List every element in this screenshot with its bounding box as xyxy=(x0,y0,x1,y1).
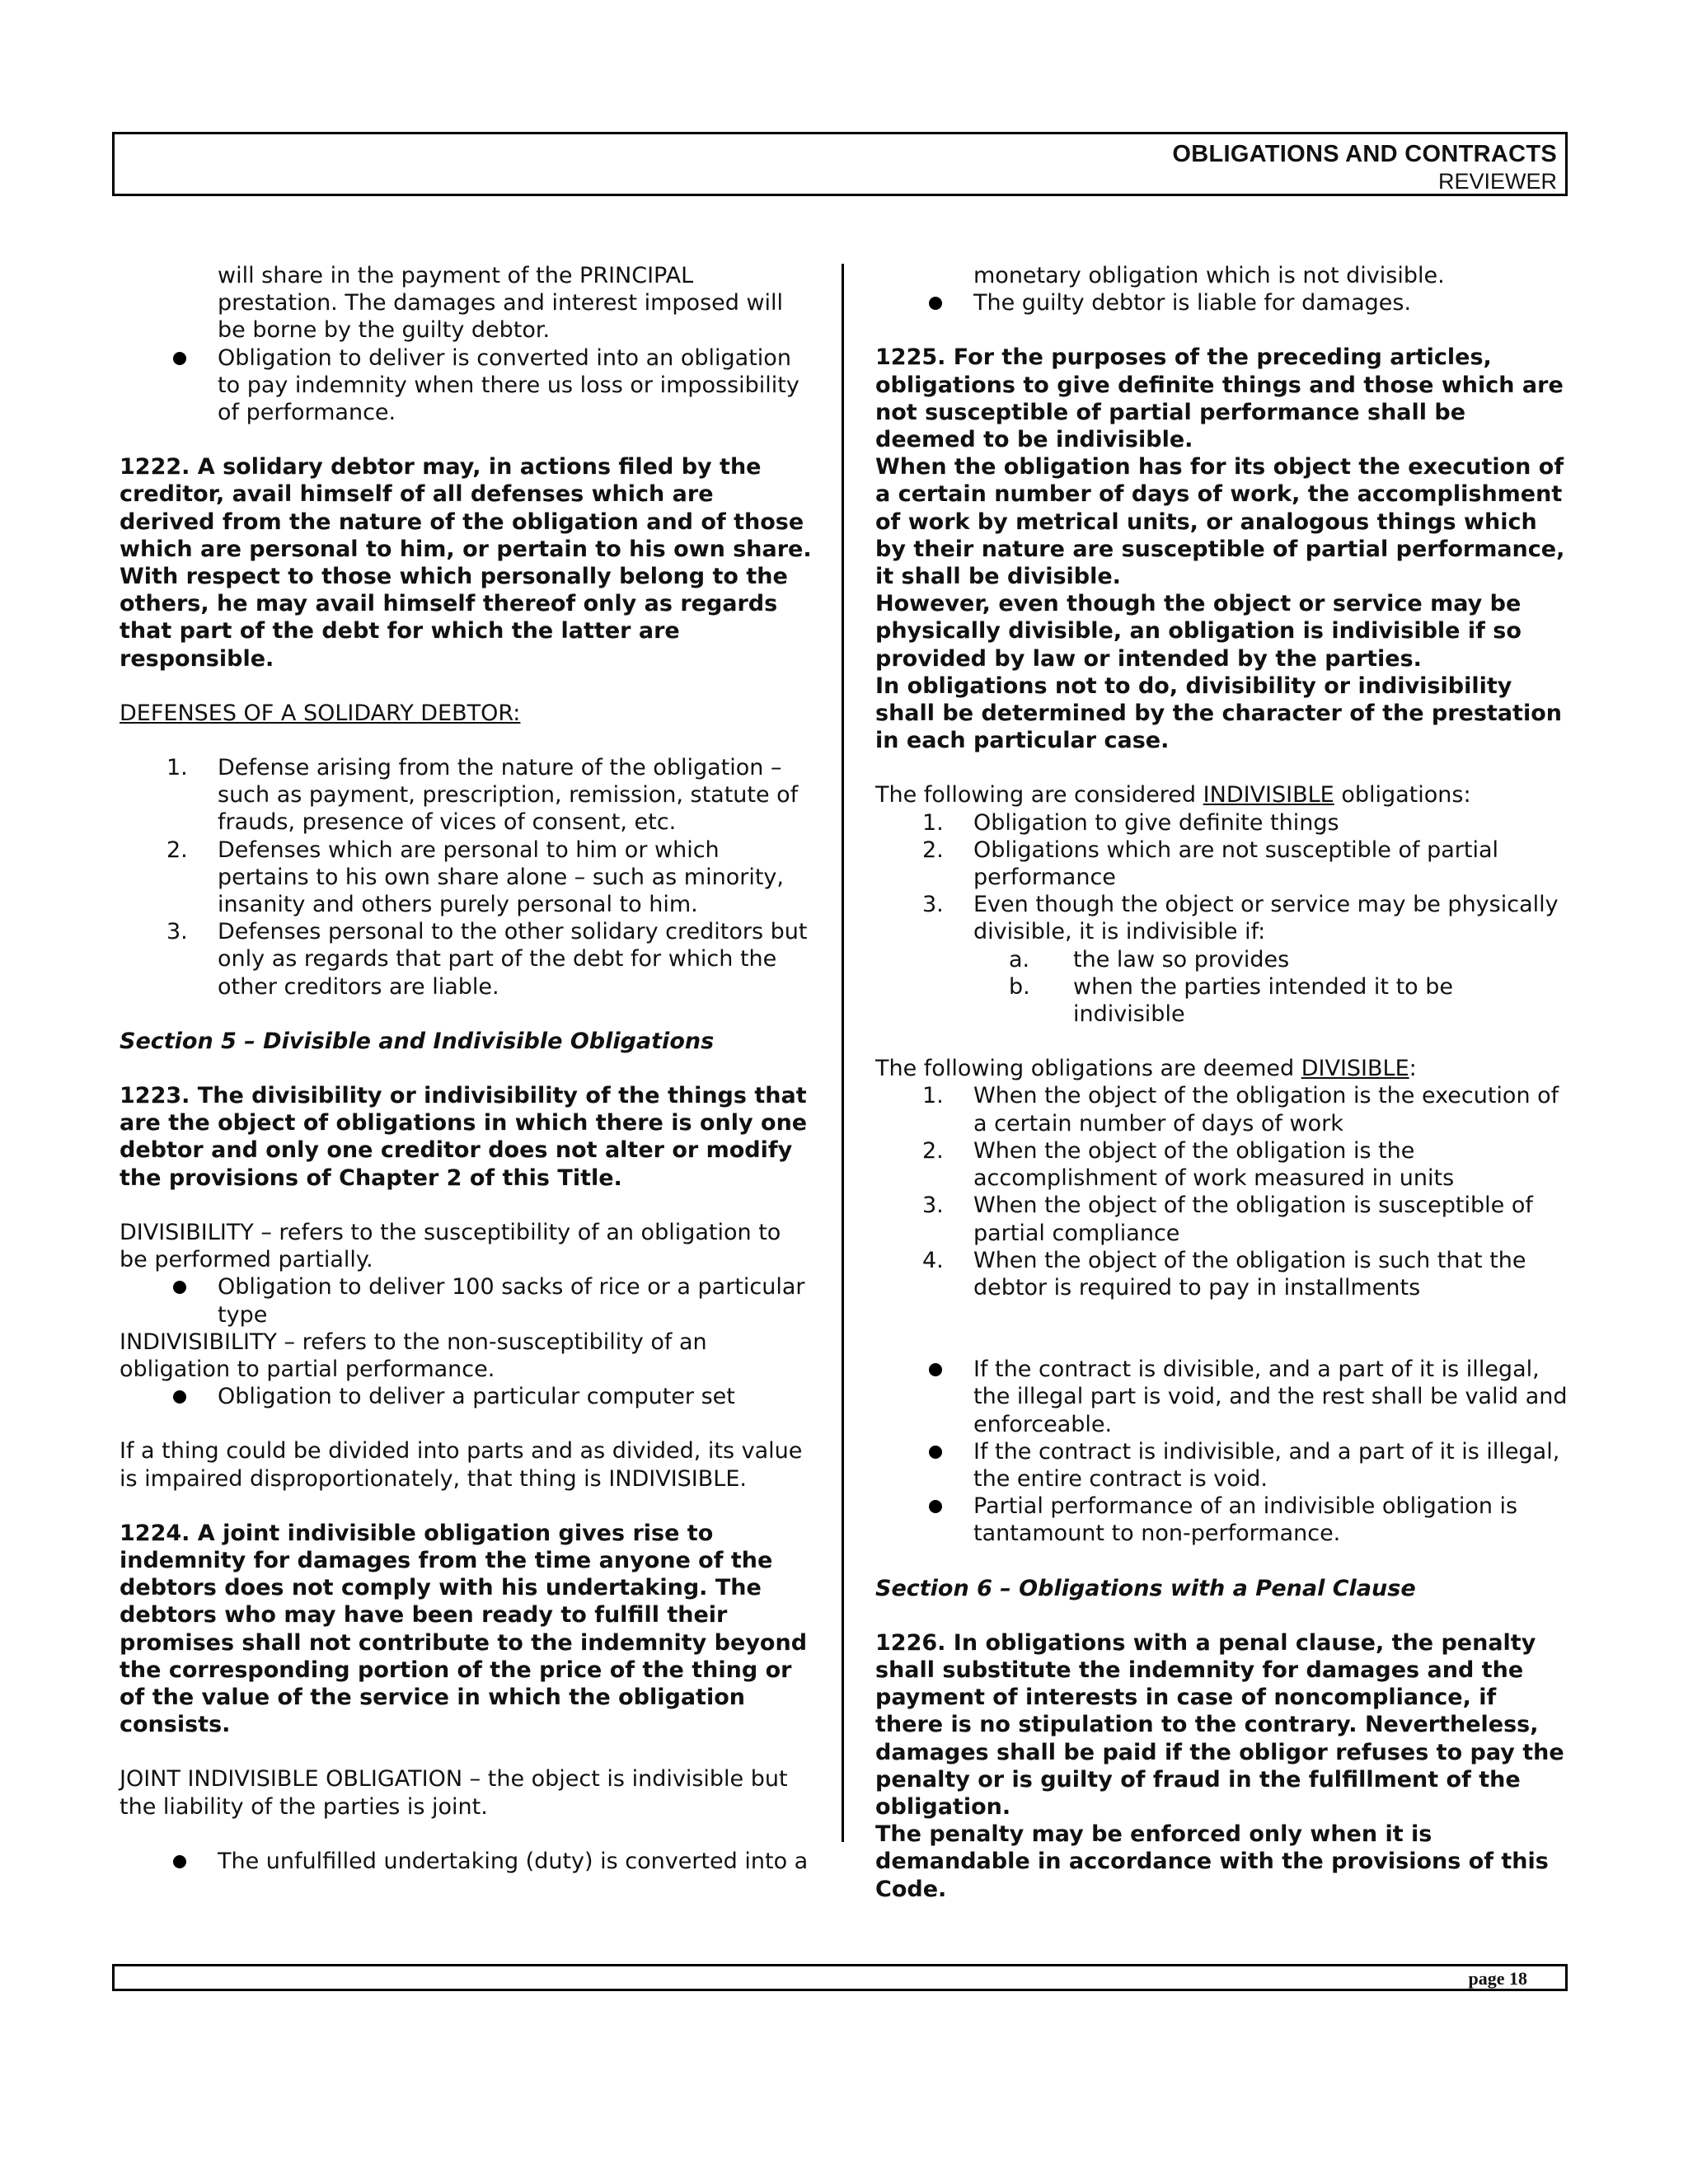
item-number: 3. xyxy=(922,1193,944,1219)
numbered-item xyxy=(875,809,1569,837)
article-1223: 1223. The divisibility or indivisibility of the things that are the object of obligations in which there is only one debtor and only one creditor does not alter or modify the provisions of Chapter 2 of this Title. xyxy=(120,1083,808,1191)
column-divider xyxy=(842,264,844,1842)
bullet-item xyxy=(875,1356,1569,1438)
bullet-text: Partial performance of an indivisible obligation is tantamount to non-performance. xyxy=(973,1493,1518,1547)
bullet-item xyxy=(120,1273,814,1328)
indivisible-thing-text: If a thing could be divided into parts and as divided, its value is impaired disproportionately, that thing is INDIVISIBLE. xyxy=(120,1438,803,1492)
item-text: Even though the object or service may be physically divisible, it is indivisible if: xyxy=(973,892,1559,945)
defenses-heading: DEFENSES OF A SOLIDARY DEBTOR: xyxy=(120,700,521,726)
bullet-icon xyxy=(929,297,942,310)
indivisibility-definition: INDIVISIBILITY – refers to the non-susceptibility of an obligation to partial performance. xyxy=(120,1329,707,1382)
numbered-item xyxy=(875,891,1569,945)
item-letter: a. xyxy=(1009,946,1030,972)
section-5-heading: Section 5 – Divisible and Indivisible Obligations xyxy=(120,1028,715,1054)
page-footer xyxy=(112,1964,1568,1991)
bullet-text: The guilty debtor is liable for damages. xyxy=(973,290,1412,316)
item-text: When the object of the obligation is the accomplishment of work measured in units xyxy=(973,1137,1455,1192)
numbered-item xyxy=(875,1192,1569,1246)
item-text: Obligation to give definite things xyxy=(973,809,1339,836)
item-text: When the object of the obligation is such that the debtor is required to pay in installments xyxy=(973,1247,1526,1301)
numbered-item xyxy=(120,837,814,919)
intro-text: The following obligations are deemed xyxy=(875,1056,1301,1082)
bullet-item xyxy=(875,1438,1569,1493)
numbered-item xyxy=(120,754,814,837)
bullet-icon xyxy=(929,1446,942,1459)
joint-indivisible-definition: JOINT INDIVISIBLE OBLIGATION – the object is indivisible but the liability of the parties is joint. xyxy=(120,1766,788,1820)
intro-text: The following are considered xyxy=(875,782,1203,808)
bullet-item xyxy=(120,1383,814,1410)
article-1225-p3: However, even though the object or service may be physically divisible, an obligation is indivisible if so provided by law or intended by the parties. xyxy=(875,591,1522,672)
intro-text: obligations: xyxy=(1334,782,1471,808)
bullet-item xyxy=(875,289,1569,316)
bullet-item xyxy=(875,1493,1569,1547)
left-column xyxy=(120,262,814,1875)
bullet-icon xyxy=(173,1855,186,1868)
item-text: Defenses personal to the other solidary creditors but only as regards that part of the debt for which the other creditors are liable. xyxy=(218,919,808,1000)
lettered-item xyxy=(875,973,1569,1028)
divisible-intro xyxy=(875,1055,1569,1082)
right-column xyxy=(875,262,1569,1903)
bullet-text: Obligation to deliver a particular computer set xyxy=(218,1384,735,1410)
bullet-text: Obligation to deliver is converted into an obligation to pay indemnity when there us loss or impossibility of performance. xyxy=(218,344,799,426)
header-subtitle: REVIEWER xyxy=(1437,169,1557,194)
continued-text: will share in the payment of the PRINCIPAL prestation. The damages and interest imposed will be borne by the guilty debtor. xyxy=(218,263,784,344)
bullet-text: If the contract is indivisible, and a part of it is illegal, the entire contract is void. xyxy=(973,1438,1560,1492)
item-text: When the object of the obligation is the execution of a certain number of days of work xyxy=(973,1083,1559,1137)
bullet-icon xyxy=(173,1390,186,1404)
lettered-item xyxy=(875,946,1569,973)
item-number: 1. xyxy=(922,1083,944,1109)
article-1226-p1: 1226. In obligations with a penal clause, the penalty shall substitute the indemnity for damages and the payment of interests in case of noncompliance, if there is no stipulation to the contrary. Nevertheless, damages shall be paid if the obligor refuses to pay the penalty or is guilty of fraud in the fulfillment of the obligation. xyxy=(875,1629,1564,1820)
article-1225-p4: In obligations not to do, divisibility or indivisibility shall be determined by the character of the prestation in each particular case. xyxy=(875,673,1562,754)
numbered-item xyxy=(875,1247,1569,1301)
item-number: 3. xyxy=(922,892,944,918)
page-header xyxy=(112,132,1568,196)
article-1224: 1224. A joint indivisible obligation gives rise to indemnity for damages from the time anyone of the debtors does not comply with his undertaking. The debtors who may have been ready to fulfill their promises shall not contribute to the indemnity beyond the corresponding portion of the price of the thing or of the value of the service in which the obligation consists. xyxy=(120,1520,808,1738)
numbered-item xyxy=(875,1137,1569,1192)
item-number: 1. xyxy=(166,755,188,781)
bullet-icon xyxy=(173,1281,186,1294)
item-letter: b. xyxy=(1009,973,1030,1000)
bullet-text: Obligation to deliver 100 sacks of rice or a particular type xyxy=(218,1274,805,1328)
article-1225-p2: When the obligation has for its object the execution of a certain number of days of work, the accomplishment of work by metrical units, or analogous things which by their nature are susceptible of partial performance, it shall be divisible. xyxy=(875,454,1565,590)
article-1225-p1: 1225. For the purposes of the preceding articles, obligations to give definite things and those which are not susceptible of partial performance shall be deemed to be indivisible. xyxy=(875,344,1564,453)
item-text: the law so provides xyxy=(1073,946,1290,972)
bullet-icon xyxy=(173,352,186,365)
header-title: OBLIGATIONS AND CONTRACTS xyxy=(1172,141,1557,167)
item-text: When the object of the obligation is susceptible of partial compliance xyxy=(973,1193,1533,1246)
item-text: when the parties intended it to be indivisible xyxy=(1073,973,1454,1028)
item-number: 2. xyxy=(922,837,944,863)
article-1222: 1222. A solidary debtor may, in actions filed by the creditor, avail himself of all defenses which are derived from the nature of the obligation and of those which are personal to him, or pertain to his own share. With respect to those which personally belong to the others, he may avail himself thereof only as regards that part of the debt for which the latter are responsible. xyxy=(120,454,812,672)
item-number: 1. xyxy=(922,809,944,836)
bullet-text: The unfulfilled undertaking (duty) is converted into a xyxy=(218,1848,809,1874)
item-text: Defenses which are personal to him or which pertains to his own share alone – such as minority, insanity and others purely personal to him. xyxy=(218,837,784,918)
numbered-item xyxy=(875,1082,1569,1137)
indivisible-intro xyxy=(875,781,1569,808)
divisible-term: DIVISIBLE xyxy=(1301,1056,1409,1082)
continued-text: monetary obligation which is not divisible. xyxy=(973,263,1445,288)
section-6-heading: Section 6 – Obligations with a Penal Clause xyxy=(875,1575,1416,1601)
page-number: page 18 xyxy=(1468,1968,1527,1989)
item-text: Obligations which are not susceptible of partial performance xyxy=(973,837,1499,891)
bullet-icon xyxy=(929,1363,942,1376)
item-number: 3. xyxy=(166,919,188,945)
numbered-item xyxy=(120,918,814,1001)
item-number: 2. xyxy=(166,837,188,863)
item-text: Defense arising from the nature of the obligation – such as payment, prescription, remission, statute of frauds, presence of vices of consent, etc. xyxy=(218,755,799,836)
item-number: 2. xyxy=(922,1137,944,1164)
numbered-item xyxy=(875,837,1569,891)
item-number: 4. xyxy=(922,1247,944,1273)
bullet-item xyxy=(120,1848,814,1875)
divisibility-definition: DIVISIBILITY – refers to the susceptibility of an obligation to be performed partially. xyxy=(120,1219,781,1273)
indivisible-term: INDIVISIBLE xyxy=(1203,782,1334,808)
bullet-icon xyxy=(929,1500,942,1513)
bullet-text: If the contract is divisible, and a part of it is illegal, the illegal part is void, and the rest shall be valid and enforceable. xyxy=(973,1357,1568,1437)
article-1226-p2: The penalty may be enforced only when it is demandable in accordance with the provisions of this Code. xyxy=(875,1821,1549,1902)
bullet-item xyxy=(120,344,814,427)
intro-text: : xyxy=(1409,1056,1417,1082)
